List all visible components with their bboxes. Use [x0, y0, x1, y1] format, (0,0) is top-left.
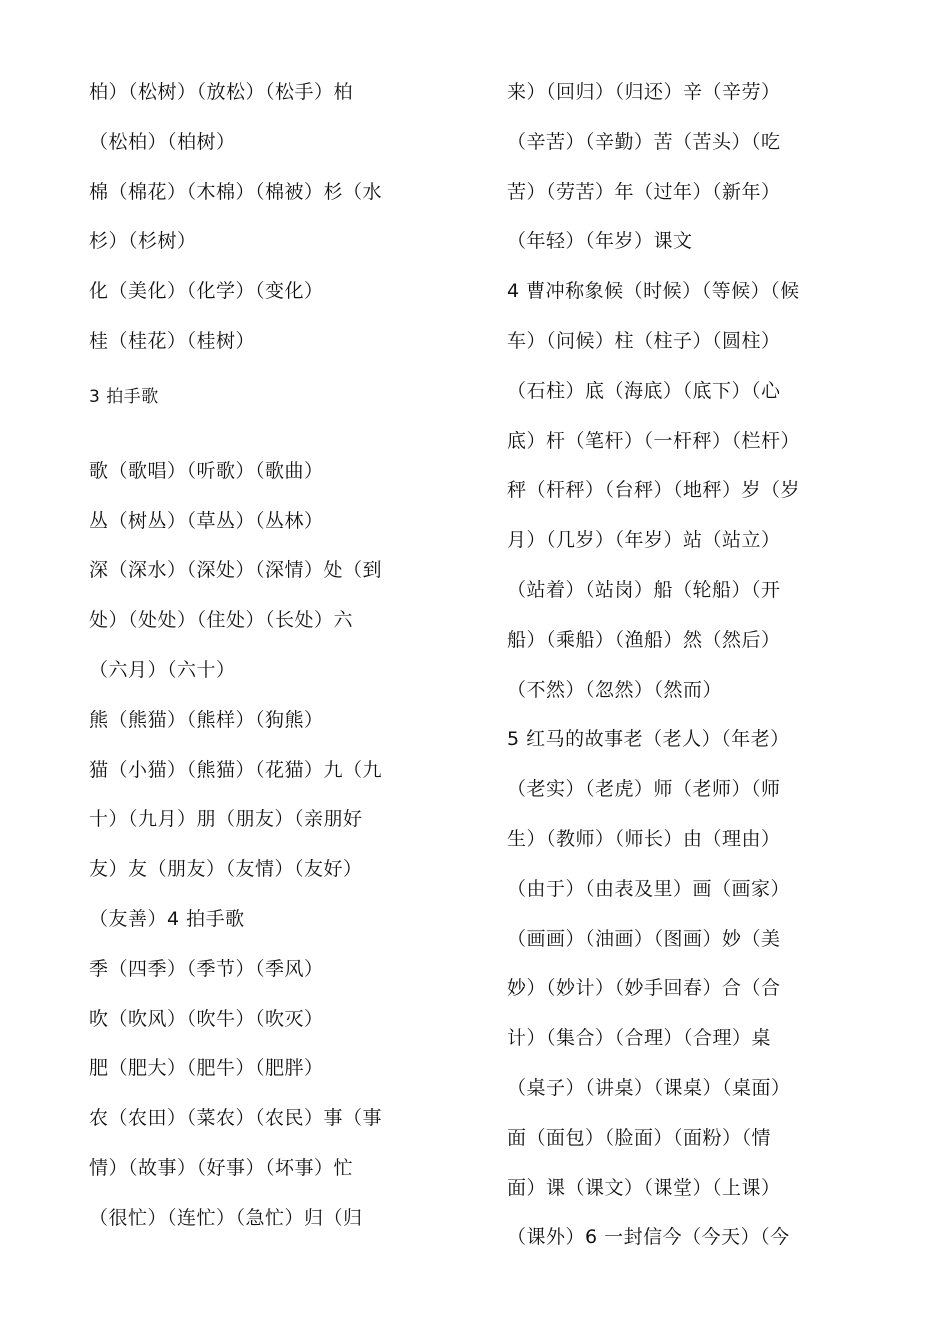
text-line: 计）（集合）（合理）（合理）桌	[507, 1027, 772, 1050]
text-line: 情）（故事）（好事）（坏事）忙	[89, 1156, 354, 1179]
text-line: 生）（教师）（师长）由（理由）	[507, 827, 781, 850]
text-line: 杉）（杉树）	[89, 230, 197, 253]
right-column	[507, 68, 857, 1263]
text-line: 苦）（劳苦）年（过年）（新年）	[507, 180, 781, 203]
text-line: 5 红马的故事老（老人）（年老）	[507, 728, 790, 751]
text-line: 丛（树丛）（草丛）（丛林）	[89, 509, 324, 532]
text-line: （松柏）（柏树）	[89, 130, 236, 153]
text-line: （年轻）（年岁）课文	[507, 230, 693, 253]
text-line: 来）（回归）（归还）辛（辛劳）	[507, 81, 781, 103]
text-line: 肥（肥大）（肥牛）（肥胖）	[89, 1057, 324, 1080]
text-line: （老实）（老虎）师（老师）（师	[507, 778, 781, 801]
text-line: 十）（九月）朋（朋友）（亲朋好	[89, 808, 363, 831]
text-line: （六月）（六十）	[89, 658, 236, 681]
text-line: （课外）6 一封信今（今天）（今	[507, 1226, 790, 1249]
text-line: 吹（吹风）（吹牛）（吹灭）	[89, 1007, 324, 1030]
text-line: 猫（小猫）（熊猫）（花猫）九（九	[89, 758, 383, 781]
text-line: （辛苦）（辛勤）苦（苦头）（吃	[507, 130, 781, 153]
text-line: 深（深水）（深处）（深情）处（到	[89, 559, 383, 582]
text-line: （石柱）底（海底）（底下）（心	[507, 379, 781, 402]
text-line: 桂（桂花）（桂树）	[89, 329, 256, 352]
text-line: 柏）（松树）（放松）（松手）柏	[89, 81, 354, 103]
text-line: 妙）（妙计）（妙手回春）合（合	[507, 977, 781, 1000]
text-line: （站着）（站岗）船（轮船）（开	[507, 578, 781, 601]
text-line: 歌（歌唱）（听歌）（歌曲）	[89, 459, 324, 482]
text-line: 农（农田）（菜农）（农民）事（事	[89, 1107, 383, 1130]
lesson-heading: 3 拍手歌	[89, 386, 159, 407]
text-line: 底）杆（笔杆）（一杆秤）（栏杆）	[507, 429, 801, 452]
text-line: 秤（杆秤）（台秤）（地秤）岁（岁	[507, 479, 801, 502]
text-line: 棉（棉花）（木棉）（棉被）杉（水	[89, 180, 383, 203]
text-line: （不然）（忽然）（然而）	[507, 678, 723, 701]
text-line: （友善）4 拍手歌	[89, 907, 245, 930]
text-line: （画画）（油画）（图画）妙（美	[507, 927, 781, 950]
text-line: 熊（熊猫）（熊样）（狗熊）	[89, 708, 324, 731]
left-column	[89, 68, 439, 1244]
text-line: 处）（处处）（住处）（长处）六	[89, 609, 354, 632]
text-line: 面）课（课文）（课堂）（上课）	[507, 1176, 781, 1199]
text-line: 船）（乘船）（渔船）然（然后）	[507, 628, 781, 651]
text-line: 季（四季）（季节）（季风）	[89, 957, 324, 980]
text-line: 友）友（朋友）（友情）（友好）	[89, 858, 363, 881]
text-line: （桌子）（讲桌）（课桌）（桌面）	[507, 1076, 791, 1099]
text-line: 化（美化）（化学）（变化）	[89, 280, 324, 303]
text-line: 面（面包）（脸面）（面粉）（情	[507, 1126, 772, 1149]
text-line: 车）（问候）柱（柱子）（圆柱）	[507, 329, 781, 352]
text-line: 4 曹冲称象候（时候）（等候）（候	[507, 280, 800, 303]
text-line: （由于）（由表及里）画（画家）	[507, 877, 791, 900]
text-line: 月）（几岁）（年岁）站（站立）	[507, 529, 781, 552]
blank-line	[89, 427, 439, 447]
text-line: （很忙）（连忙）（急忙）归（归	[89, 1206, 363, 1229]
